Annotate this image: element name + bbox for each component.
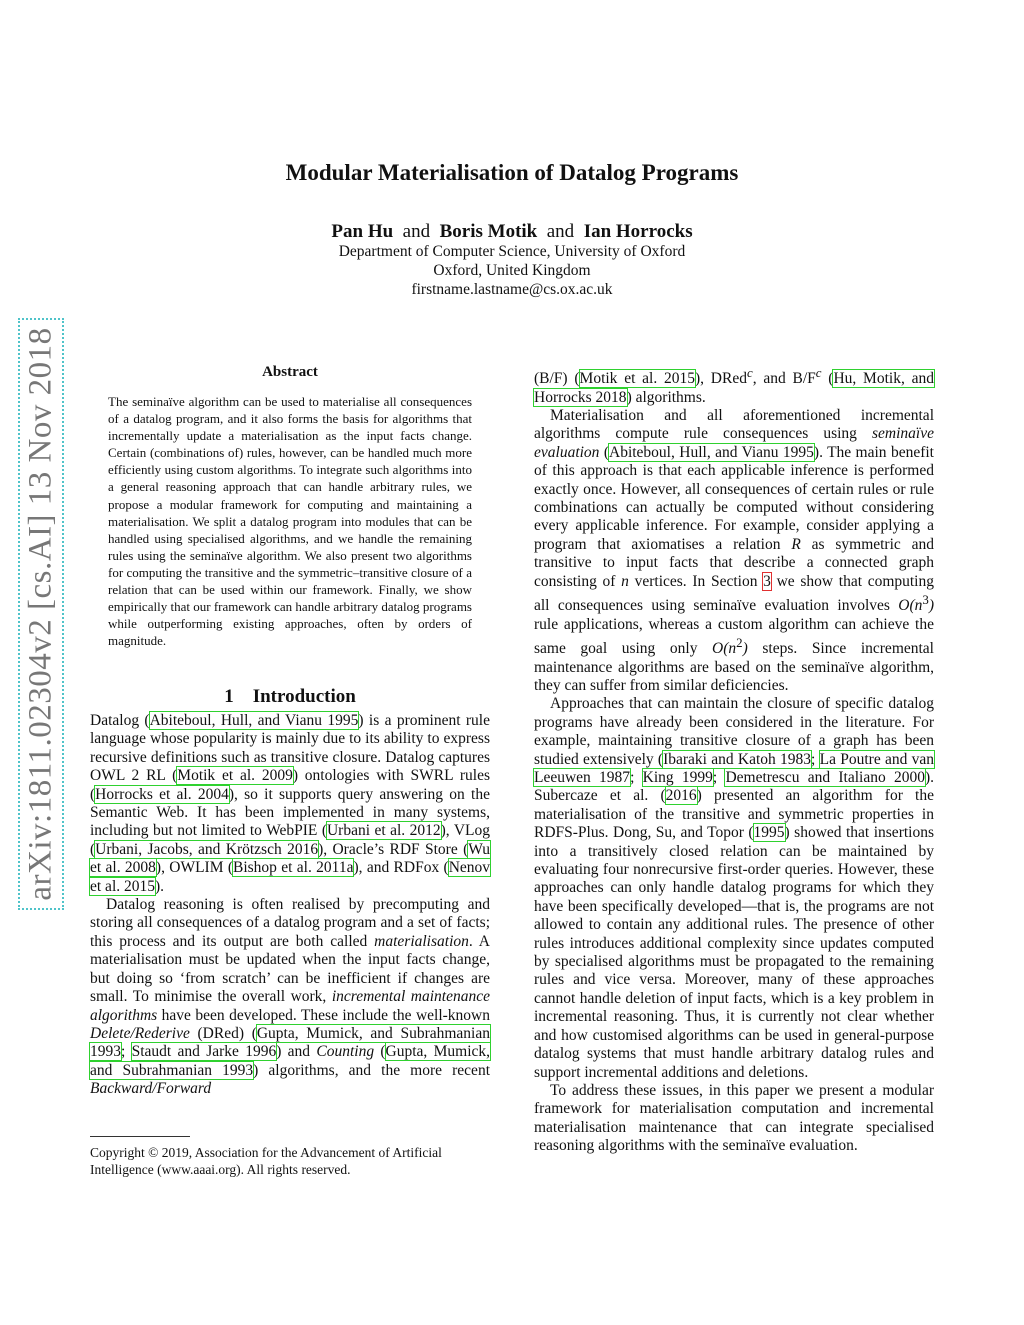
citation-link[interactable]: Motik et al. 2015	[579, 370, 695, 388]
citation-link[interactable]: Abiteboul, Hull, and Vianu 1995	[149, 712, 359, 729]
right-paragraph-1: Materialisation and all aforementioned incremental algorithms compute rule consequences using seminaïve evaluation (Abiteboul, Hull, and Vianu 1995). The main benefit of this approach is that each applicable inference is performed exactly once. However, all consequences of certain rules or rule combinations can actually be computed without considering every applicable inference. For example, consider applying a program that axiomatises a relation R as symmetric and transitive to input facts that describe a connected graph consisting of n vertices. In Section 3 we show that computing all consequences using seminaïve evaluation involves $O(n^3)$ rule applications, whereas a custom algorithm can achieve the same goal using only $O(n^2)$ steps. Since incremental maintenance algorithms are based on the seminaïve algorithm, they can suffer from similar deficiencies.	[534, 406, 934, 694]
section-heading: 1 Introduction	[224, 686, 356, 707]
citation-link[interactable]: Gupta, Mumick, and Subrahmanian 1993	[90, 1024, 490, 1061]
citation-link[interactable]: Hu, Motik, and Horrocks 2018	[534, 370, 934, 406]
section-ref-link[interactable]: 3	[763, 572, 771, 590]
author-name: Boris Motik	[439, 221, 538, 242]
author-name: Pan Hu	[331, 221, 394, 242]
right-column	[534, 364, 934, 1156]
arxiv-identifier-box	[18, 318, 64, 910]
footnote-rule	[90, 1136, 190, 1137]
citation-link[interactable]: Horrocks et al. 2004	[95, 785, 229, 803]
abstract-heading: Abstract	[262, 364, 318, 380]
right-paragraph-3: To address these issues, in this paper we present a modular framework for materialisation computation and incremental materialisation maintenance that can integrate specialised reasoning algorithms with the seminaïve evaluation.	[534, 1081, 934, 1155]
author-list: Pan Hu and Boris Motik and Ian Horrocks	[331, 221, 693, 242]
citation-link[interactable]: 1995	[753, 824, 785, 842]
left-column	[90, 712, 490, 1099]
affiliation-department: Department of Computer Science, University of Oxford	[338, 243, 686, 260]
citation-link[interactable]: Abiteboul, Hull, and Vianu 1995	[609, 443, 814, 461]
author-name: Ian Horrocks	[583, 221, 693, 242]
citation-link[interactable]: Urbani et al. 2012	[326, 822, 441, 840]
citation-link[interactable]: La Poutre and van Leeuwen 1987	[534, 750, 935, 786]
intro-paragraph-1: Datalog (Abiteboul, Hull, and Vianu 1995) is a prominent rule language whose popularity is mainly due to its ability to express recursive definitions such as transitive closure. Datalog captures OWL 2 RL (Motik et al. 2009) ontologies with SWRL rules (Horrocks et al. 2004), so it supports query answering on the Semantic Web. It has been implemented in many systems, including but not limited to WebPIE (Urbani et al. 2012), VLog (Urbani, Jacobs, and Krötzsch 2016), Oracle’s RDF Store (Wu et al. 2008), OWLIM (Bishop et al. 2011a), and RDFox (Nenov et al. 2015).	[90, 712, 491, 895]
right-paragraph-2: Approaches that can maintain the closure of specific datalog programs have already been considered in the literature. For example, maintaining transitive closure of a graph has been studied extensively (Ibaraki and Katoh 1983; La Poutre and van Leeuwen 1987; King 1999; Demetrescu and Italiano 2000). Subercaze et al. (2016) presented an algorithm for the materialisation of the transitive and symmetric properties in RDFS-Plus. Dong, Su, and Topor (1995) showed that insertions into a transitively closed relation can be maintained by evaluating four nonrecursive first-order queries. However, these approaches can only handle datalog programs for which they have been specifically developed—that is, the programs are not allowed to contain any additional rules. The presence of other rules introduces additional complexity since updates computed by specialised algorithms must be propagated to the remaining rules and vice versa. Moreover, many of these approaches cannot handle deletion of input facts, which is a key problem in incremental reasoning. Thus, it is currently not clear whether and how customised algorithms can be used in general-purpose datalog systems that must handle arbitrary datalog rules and support incremental additions and deletions.	[534, 695, 935, 1081]
citation-link[interactable]: Nenov et al. 2015	[90, 859, 491, 895]
citation-link[interactable]: Ibaraki and Katoh 1983	[663, 750, 812, 768]
paper-title: Modular Materialisation of Datalog Programs	[285, 160, 739, 185]
citation-link[interactable]: Demetrescu and Italiano 2000	[725, 769, 925, 786]
citation-link[interactable]: Bishop et al. 2011a	[233, 859, 354, 877]
abstract-text: The seminaïve algorithm can be used to materialise all consequences of a datalog program, and it also forms the basis for algorithms that incrementally update a materialisation as the input facts change. Certain (combinations of) rules, however, can be handled much more efficiently using custom algorithms. To integrate such algorithms into a general reasoning approach that can handle arbitrary rules, we propose a modular framework for computing and maintaining a materialisation. We split a datalog program into modules that can be handled using specialised algorithms, and we handle the remaining rules using the seminaïve algorithm. We also present two algorithms for computing the transitive and the symmetric–transitive closure of a relation that can be used within our framework. Finally, we show empirically that our framework can handle arbitrary datalog programs while outperforming existing approaches, often by orders of magnitude.	[108, 394, 472, 649]
citation-link[interactable]: Gupta, Mumick, and Subrahmanian 1993	[90, 1043, 491, 1079]
copyright-footnote: Copyright © 2019, Association for the Advancement of Artificial Intelligence (www.aaai.org). All rights reserved.	[90, 1145, 442, 1177]
citation-link[interactable]: Staudt and Jarke 1996	[131, 1043, 277, 1061]
arxiv-identifier: arXiv:1811.02304v2 [cs.AI] 13 Nov 2018	[22, 327, 59, 901]
right-paragraph-0: (B/F) (Motik et al. 2015), DRed$^c$, and $B/F^c$ (Hu, Motik, and Horrocks 2018) algorithms.	[534, 365, 934, 406]
citation-link[interactable]: 2016	[665, 787, 697, 805]
citation-link[interactable]: Urbani, Jacobs, and Krötzsch 2016	[95, 840, 319, 858]
citation-link[interactable]: Wu et al. 2008	[90, 840, 490, 877]
citation-link[interactable]: Motik et al. 2009	[177, 767, 293, 785]
intro-paragraph-2: Datalog reasoning is often realised by precomputing and storing all consequences of a datalog program and a set of facts; this process and its output are both called materialisation. A materialisation must be updated when the input facts change, but doing so ‘from scratch’ can be inefficient if changes are small. To minimise the overall work, incremental maintenance algorithms have been developed. These include the well-known Delete/Rederive (DRed) (Gupta, Mumick, and Subrahmanian 1993; Staudt and Jarke 1996) and Counting (Gupta, Mumick, and Subrahmanian 1993) algorithms, and the more recent Backward/Forward	[90, 896, 491, 1098]
citation-link[interactable]: King 1999	[642, 769, 713, 786]
affiliation-email: firstname.lastname@cs.ox.ac.uk	[411, 281, 613, 298]
affiliation-location: Oxford, United Kingdom	[433, 262, 591, 279]
